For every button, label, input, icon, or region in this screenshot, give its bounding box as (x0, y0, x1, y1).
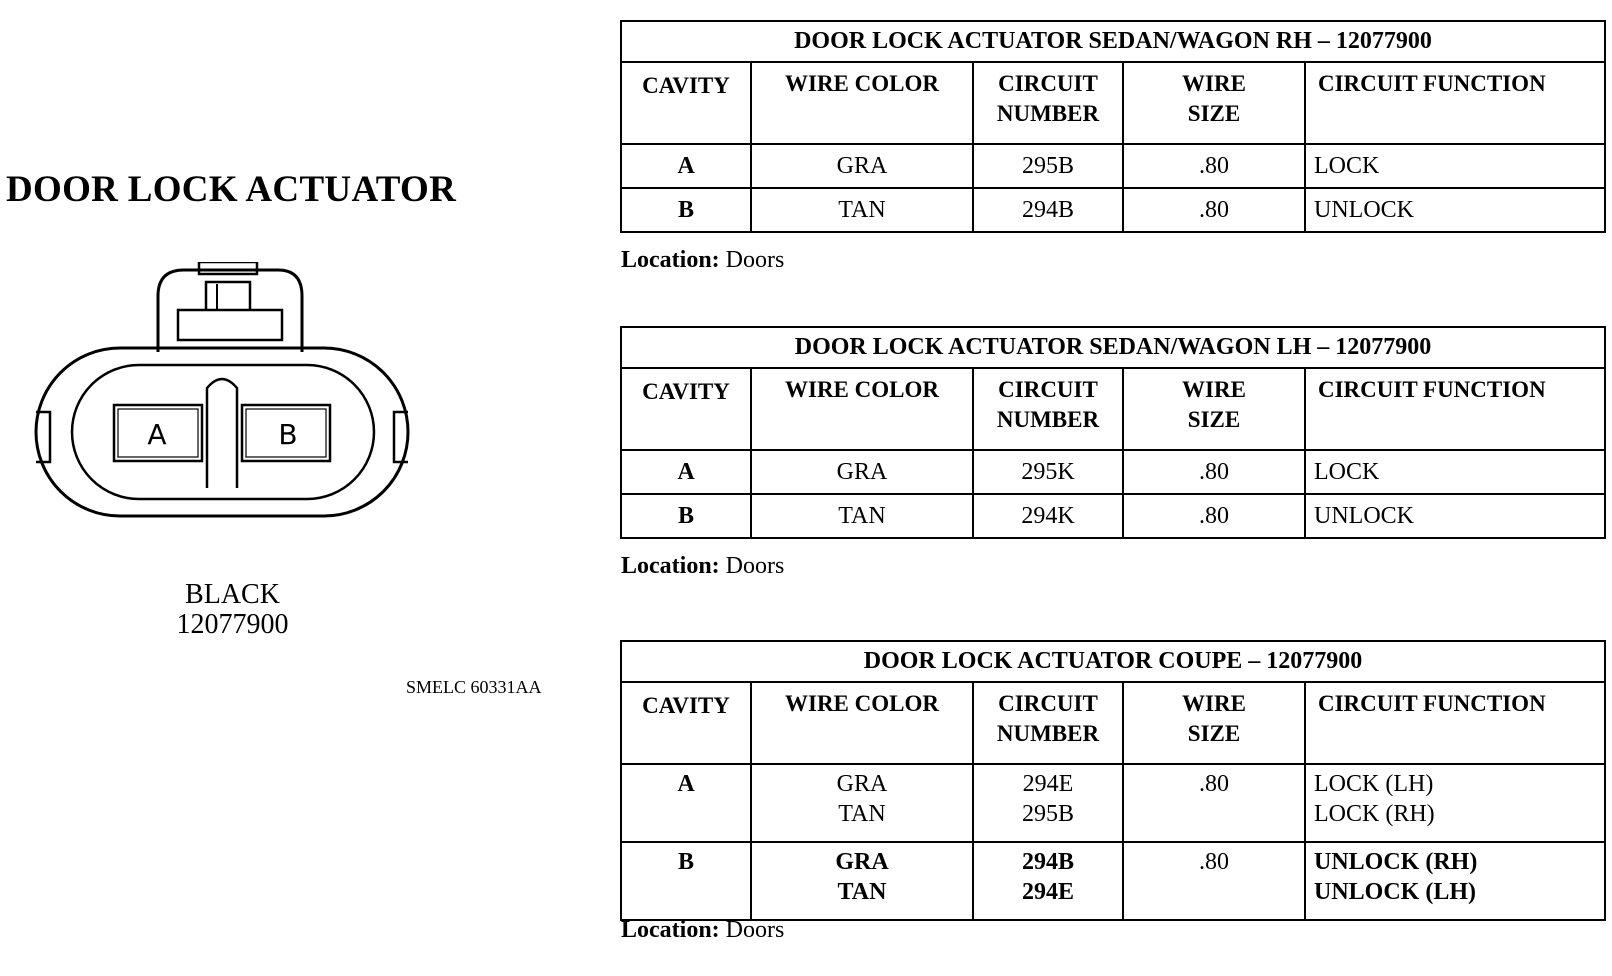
table-header-row (621, 368, 1605, 450)
table-row (621, 842, 1605, 920)
cell-cavity: B (621, 494, 751, 538)
location-value: Doors (725, 553, 785, 579)
location-label: Location: (621, 247, 720, 273)
connector-center-divider (207, 379, 237, 488)
header-circuit-number: CIRCUIT NUMBER (973, 682, 1123, 764)
table-row (621, 764, 1605, 842)
cell-circuit-function: LOCK (LH) LOCK (RH) (1305, 764, 1605, 842)
connector-inner-body (72, 365, 374, 499)
connector-face-diagram (30, 262, 430, 532)
cell-cavity: A (621, 450, 751, 494)
cell-wire-color: GRA (751, 450, 973, 494)
cell-circuit-function: LOCK (1305, 144, 1605, 188)
location-label: Location: (621, 917, 720, 943)
cavity-a-label: A (147, 418, 167, 451)
header-circuit-function: CIRCUIT FUNCTION (1305, 682, 1605, 764)
cavity-b-label: B (278, 418, 298, 451)
cell-wire-size: .80 (1123, 842, 1305, 920)
cell-circuit-number: 294B (973, 188, 1123, 232)
pinout-table-sedan-wagon-lh (620, 326, 1606, 539)
table-title: DOOR LOCK ACTUATOR SEDAN/WAGON RH – 12077900 (621, 21, 1605, 62)
location-note (621, 553, 784, 580)
header-wire-size: WIRE SIZE (1123, 368, 1305, 450)
cell-cavity: A (621, 764, 751, 842)
header-circuit-function: CIRCUIT FUNCTION (1305, 368, 1605, 450)
location-note (621, 917, 784, 944)
connector-color: BLACK (185, 579, 280, 610)
cell-wire-size: .80 (1123, 450, 1305, 494)
header-wire-size: WIRE SIZE (1123, 682, 1305, 764)
header-cavity: CAVITY (621, 368, 751, 450)
header-wire-color: WIRE COLOR (751, 62, 973, 144)
cell-circuit-function: UNLOCK (RH) UNLOCK (LH) (1305, 842, 1605, 920)
header-wire-color: WIRE COLOR (751, 368, 973, 450)
cell-wire-size: .80 (1123, 188, 1305, 232)
cell-wire-color: TAN (751, 188, 973, 232)
location-note (621, 247, 784, 274)
cell-circuit-number: 295K (973, 450, 1123, 494)
location-value: Doors (725, 247, 785, 273)
connector-outer-body (36, 348, 408, 516)
header-cavity: CAVITY (621, 682, 751, 764)
page-title: DOOR LOCK ACTUATOR (6, 169, 457, 210)
header-circuit-number: CIRCUIT NUMBER (973, 368, 1123, 450)
header-cavity: CAVITY (621, 62, 751, 144)
cell-wire-size: .80 (1123, 494, 1305, 538)
connector-part-number: 12077900 (176, 609, 289, 640)
location-label: Location: (621, 553, 720, 579)
pinout-table-coupe (620, 640, 1606, 921)
header-wire-size: WIRE SIZE (1123, 62, 1305, 144)
cell-circuit-number: 295B (973, 144, 1123, 188)
cell-circuit-function: UNLOCK (1305, 494, 1605, 538)
cell-circuit-number: 294E 295B (973, 764, 1123, 842)
cell-cavity: B (621, 188, 751, 232)
header-circuit-function: CIRCUIT FUNCTION (1305, 62, 1605, 144)
header-circuit-number: CIRCUIT NUMBER (973, 62, 1123, 144)
cell-wire-color: GRA (751, 144, 973, 188)
table-row (621, 188, 1605, 232)
table-title: DOOR LOCK ACTUATOR SEDAN/WAGON LH – 12077900 (621, 327, 1605, 368)
table-row (621, 144, 1605, 188)
table-title: DOOR LOCK ACTUATOR COUPE – 12077900 (621, 641, 1605, 682)
figure-code: SMELC 60331AA (406, 677, 542, 697)
cell-circuit-function: LOCK (1305, 450, 1605, 494)
pinout-table-sedan-wagon-rh (620, 20, 1606, 233)
cell-cavity: B (621, 842, 751, 920)
cell-wire-size: .80 (1123, 144, 1305, 188)
cell-wire-size: .80 (1123, 764, 1305, 842)
header-wire-color: WIRE COLOR (751, 682, 973, 764)
table-row (621, 450, 1605, 494)
cell-wire-color: GRA TAN (751, 842, 973, 920)
table-header-row (621, 682, 1605, 764)
location-value: Doors (725, 917, 785, 943)
cell-wire-color: GRA TAN (751, 764, 973, 842)
table-header-row (621, 62, 1605, 144)
cell-wire-color: TAN (751, 494, 973, 538)
table-row (621, 494, 1605, 538)
cell-circuit-number: 294B 294E (973, 842, 1123, 920)
cell-cavity: A (621, 144, 751, 188)
cell-circuit-function: UNLOCK (1305, 188, 1605, 232)
cell-circuit-number: 294K (973, 494, 1123, 538)
